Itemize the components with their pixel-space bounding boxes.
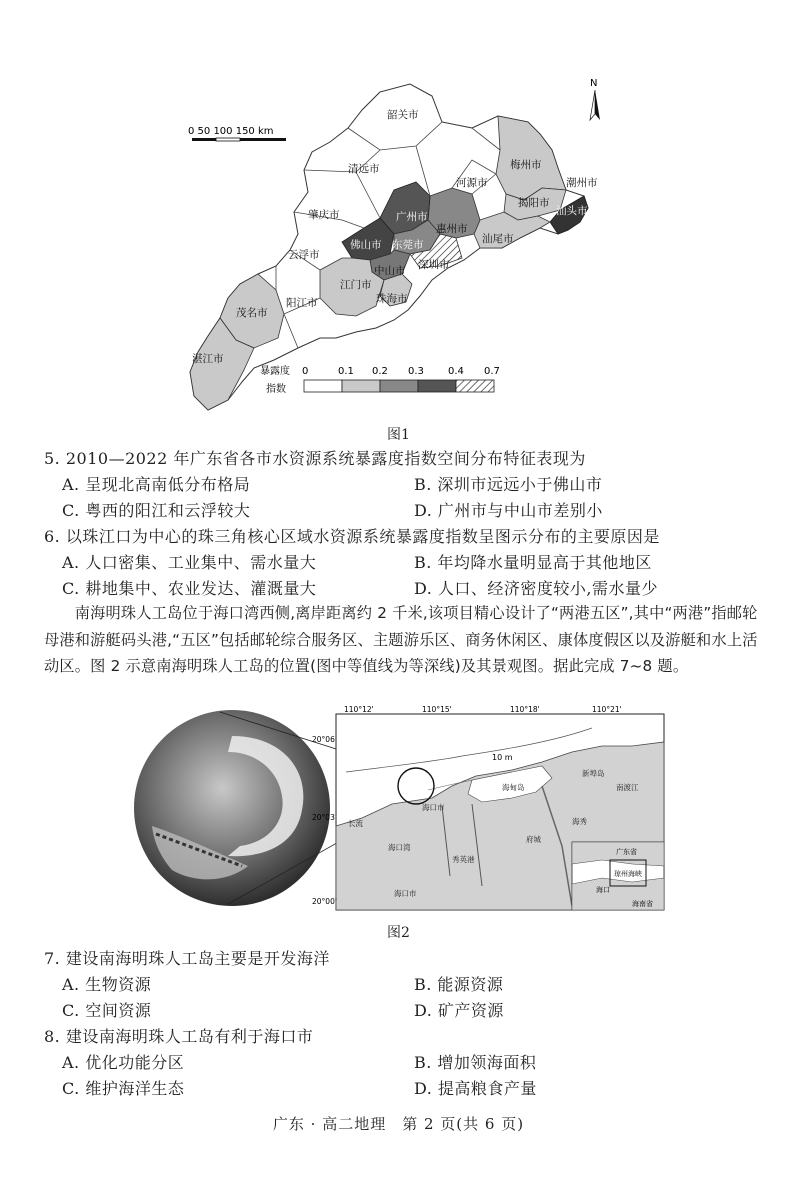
svg-text:0.4: 0.4	[448, 366, 464, 377]
city-label: 韶关市	[387, 109, 419, 121]
city-label: 肇庆市	[308, 209, 340, 221]
city-label: 潮州市	[566, 177, 598, 189]
svg-text:N: N	[590, 78, 598, 89]
city-label: 云浮市	[288, 249, 320, 261]
north-arrow-icon	[590, 78, 600, 120]
svg-text:指数: 指数	[266, 384, 286, 395]
city-label: 广州市	[396, 211, 428, 223]
question-5-stem: 5. 2010—2022 年广东省各市水资源系统暴露度指数空间分布特征表现为	[44, 449, 586, 468]
city-label: 阳江市	[286, 297, 318, 309]
question-8-stem: 8. 建设南海明珠人工岛有利于海口市	[44, 1027, 314, 1046]
city-label: 东莞市	[392, 239, 424, 251]
place-label: 秀英港	[452, 855, 475, 864]
city-label: 汕尾市	[482, 233, 514, 245]
q5-option-a: A. 呈现北高南低分布格局	[62, 475, 251, 494]
svg-text:海南省: 海南省	[632, 900, 653, 908]
place-label: 府城	[526, 835, 541, 844]
question-7-stem: 7. 建设南海明珠人工岛主要是开发海洋	[44, 949, 330, 968]
q6-option-d: D. 人口、经济密度较小,需水量少	[414, 579, 659, 598]
figure2	[132, 706, 667, 914]
svg-text:0 50 100 150 km: 0 50 100 150 km	[188, 126, 274, 137]
figure1-map	[180, 70, 620, 415]
city-label: 珠海市	[376, 293, 408, 305]
svg-text:0.3: 0.3	[408, 366, 424, 377]
q7-option-c: C. 空间资源	[62, 1001, 152, 1020]
q8-option-a: A. 优化功能分区	[62, 1053, 185, 1072]
city-label: 汕头市	[556, 205, 588, 217]
svg-text:10 m: 10 m	[492, 753, 513, 762]
city-label: 梅州市	[510, 159, 542, 171]
region-meizhou	[496, 116, 566, 200]
location-map	[312, 706, 664, 910]
island-photo	[134, 710, 330, 906]
city-label: 茂名市	[236, 307, 268, 319]
svg-text:110°21': 110°21'	[592, 706, 622, 714]
q7-option-a: A. 生物资源	[62, 975, 152, 994]
figure2-caption: 图2	[387, 925, 410, 941]
q5-option-c: C. 粤西的阳江和云浮较大	[62, 501, 251, 520]
q6-option-b: B. 年均降水量明显高于其他地区	[414, 553, 652, 572]
passage: 南海明珠人工岛位于海口湾西侧,离岸距离约 2 千米,该项目精心设计了“两港五区”,其中“两港”指邮轮母港和游艇码头港,“五区”包括邮轮综合服务区、主题游乐区、商务休闲区、康体度假区以及游艇和水上活动区。图 2 示意南海明珠人工岛的位置(图中等值线为等深线)及其景观图。据此完成 7~8 题。	[44, 604, 758, 675]
svg-text:0: 0	[302, 366, 309, 377]
question-6-stem: 6. 以珠江口为中心的珠三角核心区域水资源系统暴露度指数呈图示分布的主要原因是	[44, 527, 660, 546]
svg-text:0.2: 0.2	[372, 366, 388, 377]
q7-option-b: B. 能源资源	[414, 975, 504, 994]
place-label: 海口湾	[388, 843, 411, 852]
city-label: 湛江市	[192, 353, 224, 365]
svg-text:0.1: 0.1	[338, 366, 354, 377]
city-label: 惠州市	[436, 223, 468, 235]
city-label: 江门市	[340, 279, 372, 291]
q5-option-d: D. 广州市与中山市差别小	[414, 501, 603, 520]
q8-option-d: D. 提高粮食产量	[414, 1079, 537, 1098]
page-footer: 广东 · 高二地理 第 2 页(共 6 页)	[272, 1115, 525, 1133]
q7-option-d: D. 矿产资源	[414, 1001, 504, 1020]
svg-text:110°18': 110°18'	[510, 706, 540, 714]
svg-text:0.7: 0.7	[484, 366, 500, 377]
city-label: 中山市	[374, 265, 406, 277]
city-label: 佛山市	[350, 239, 382, 251]
svg-text:20°03': 20°03'	[312, 813, 337, 822]
place-label: 海口市	[422, 803, 445, 812]
q8-option-b: B. 增加领海面积	[414, 1053, 537, 1072]
svg-text:20°06': 20°06'	[312, 735, 337, 744]
place-label: 海秀	[572, 817, 587, 826]
q6-option-c: C. 耕地集中、农业发达、灌溉量大	[62, 579, 317, 598]
place-label: 海口市	[394, 889, 417, 898]
place-label: 南渡江	[616, 783, 639, 792]
svg-text:110°15': 110°15'	[422, 706, 452, 714]
scale-bar	[188, 126, 286, 141]
svg-text:暴露度: 暴露度	[260, 366, 290, 377]
q6-option-a: A. 人口密集、工业集中、需水量大	[62, 553, 317, 572]
svg-text:广东省: 广东省	[616, 848, 637, 856]
legend	[260, 364, 500, 395]
place-label: 海甸岛	[502, 783, 525, 792]
svg-text:20°00': 20°00'	[312, 897, 337, 906]
city-label: 清远市	[348, 163, 380, 175]
city-label: 深圳市	[418, 259, 450, 271]
svg-text:琼州海峡: 琼州海峡	[614, 870, 642, 878]
q8-option-c: C. 维护海洋生态	[62, 1079, 185, 1098]
svg-text:海口: 海口	[596, 886, 610, 894]
city-label: 河源市	[456, 177, 488, 189]
q5-option-b: B. 深圳市远远小于佛山市	[414, 475, 603, 494]
inset-map	[572, 842, 664, 910]
place-label: 新埠岛	[582, 769, 605, 778]
figure1-caption: 图1	[387, 427, 410, 443]
place-label: 长流	[348, 819, 363, 828]
svg-text:110°12': 110°12'	[344, 706, 374, 714]
city-label: 揭阳市	[518, 197, 550, 209]
